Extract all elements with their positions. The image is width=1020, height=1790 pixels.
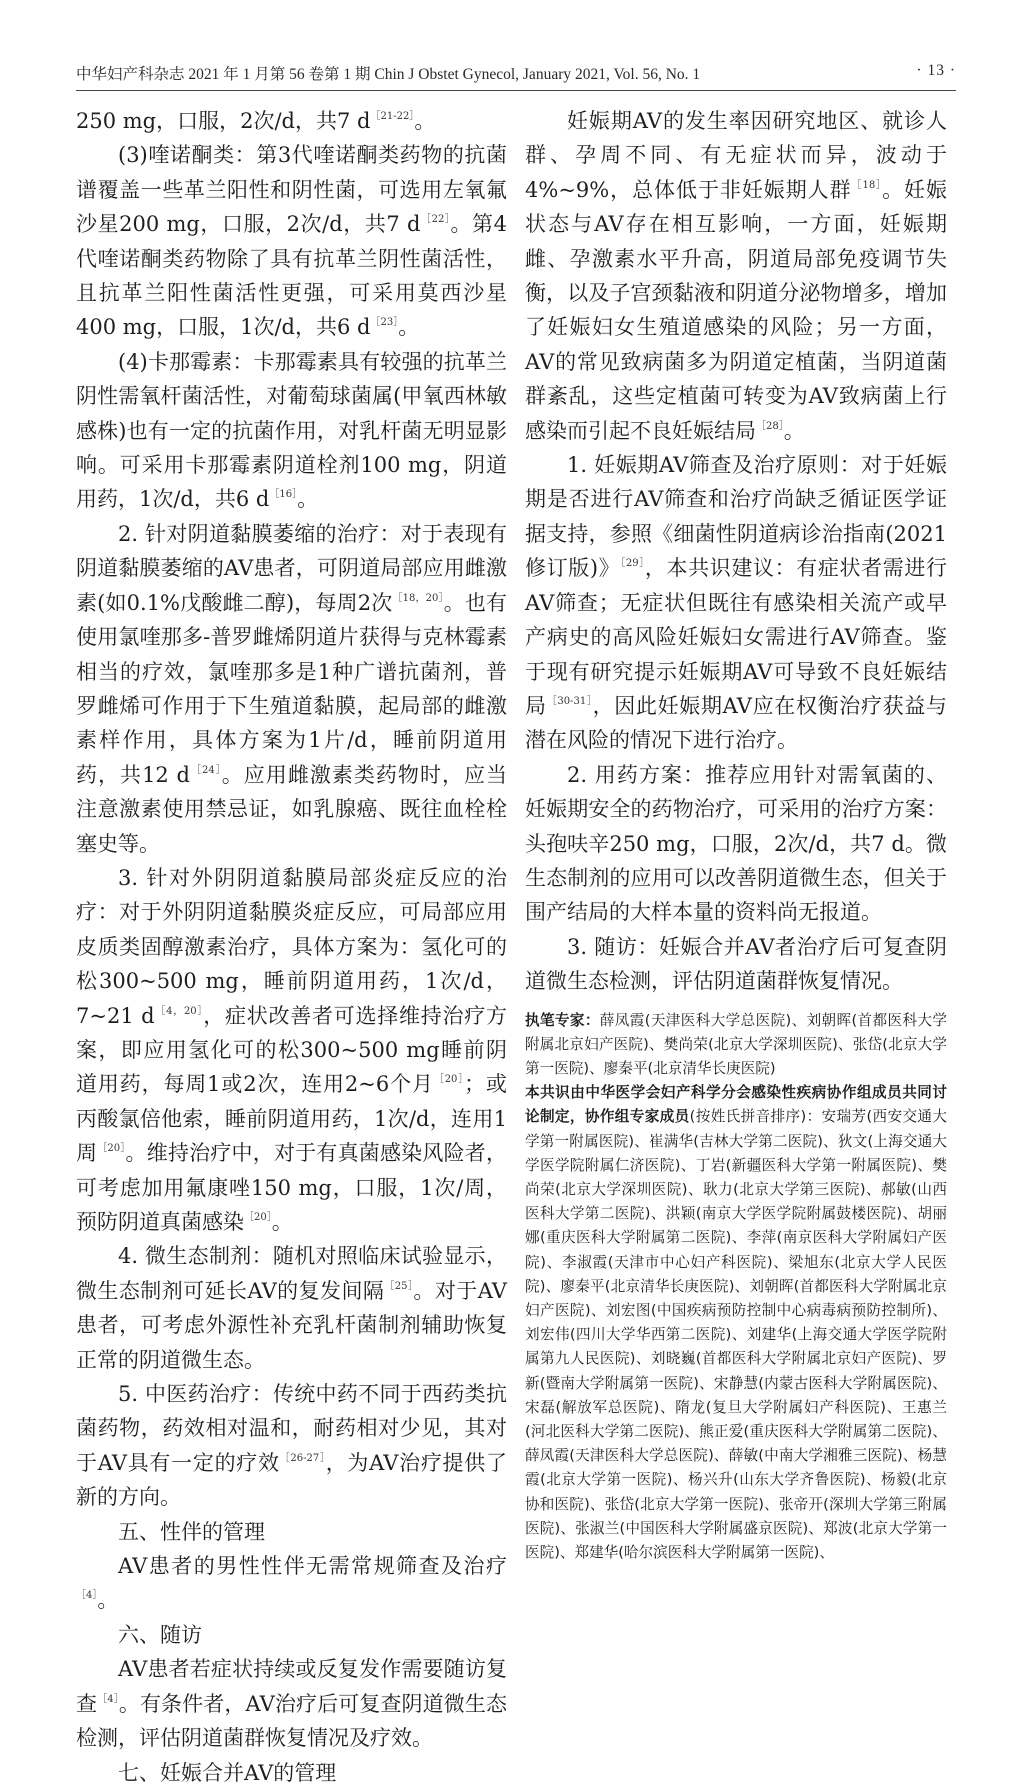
citation-ref[interactable]: ［29］ (620, 558, 645, 570)
section-heading: 六、随访 (118, 1622, 202, 1647)
citation-ref[interactable]: ［22］ (420, 214, 451, 226)
paragraph: 3. 针对外阴阴道黏膜局部炎症反应的治疗：对于外阴阴道黏膜炎症反应，可局部应用皮质类固醇激素治疗，具体方案为：氢化可的松300~500 mg，睡前阴道用药，1次/d，7~21 $d^{[4,20]}$，症状改善者可选择维持治疗方案，即应用氢化可的松300~500 mg睡前阴道用药，每周1或2次，连用2~6个月$^{[20]}$；或丙酸氯倍他索，睡前阴道用药，1次/d，连用1周$^{[20]}$。维持治疗中，对于有真菌感染风险者，可考虑加用氟康唑150 mg，口服，1次/周，预防阴道真菌感染$^{[20]}$。 (76, 865, 508, 1234)
paragraph: (4)卡那霉素：卡那霉素具有较强的抗革兰阴性需氧杆菌活性，对葡萄球菌属(甲氧西林敏感株)也有一定的抗菌作用，对乳杆菌无明显影响。可采用卡那霉素阴道栓剂100 mg，阴道用药，1次/d，共6 $d^{[16]}$。 (76, 349, 507, 512)
citation-ref[interactable]: ［4］ (76, 1590, 98, 1602)
paragraph: 3. 随访：妊娠合并AV者治疗后可复查阴道微生态检测，评估阴道菌群恢复情况。 (525, 934, 947, 994)
header-divider (76, 90, 956, 91)
paragraph: 1. 妊娠期AV筛查及治疗原则：对于妊娠期是否进行AV筛查和治疗尚缺乏循证医学证据支持，参照《细菌性阴道病诊治指南(2021修订版)》$^{[29]}$，本共识建议：有症状者需进行AV筛查；无症状但既往有感染相关流产或早产病史的高风险妊娠妇女需进行AV筛查。鉴于现有研究提示妊娠期AV可导致不良妊娠结局$^{[30‑31]}$，因此妊娠期AV应在权衡治疗获益与潜在风险的情况下进行治疗。 (525, 453, 948, 753)
paragraph: 4. 微生态制剂：随机对照临床试验显示，微生态制剂可延长AV的复发间隔$^{[25]}$。对于AV患者，可考虑外源性补充乳杆菌制剂辅助恢复正常的阴道微生态。 (76, 1244, 507, 1372)
experts-list: 薛凤霞(天津医科大学总医院)、刘朝晖(首都医科大学附属北京妇产医院)、樊尚荣(北京大学深圳医院)、张岱(北京大学第一医院)、廖秦平(北京清华长庚医院) (525, 1011, 947, 1077)
citation-ref[interactable]: ［18］ (851, 179, 883, 191)
paragraph: (3)喹诺酮类：第3代喹诺酮类药物的抗菌谱覆盖一些革兰阳性和阴性菌，可选用左氧氟沙星200 mg，口服，2次/d，共7 $d^{[22]}$。第4代喹诺酮类药物除了具有抗革兰阴性菌活性，且抗革兰阳性菌活性更强，可采用莫西沙星400 mg，口服，1次/d，共6 $d^{[23]}$。 (76, 143, 507, 340)
citation-ref[interactable]: ［4，20］ (154, 1005, 204, 1017)
citation-ref[interactable]: ［25］ (384, 1280, 414, 1292)
section-heading: 五、性伴的管理 (118, 1519, 265, 1544)
paragraph: 5. 中医药治疗：传统中药不同于西药类抗菌药物，药效相对温和，耐药相对少见，其对于AV具有一定的疗效$^{[26‑27]}$，为AV治疗提供了新的方向。 (76, 1382, 507, 1510)
paragraph: 2. 用药方案：推荐应用针对需氧菌的、妊娠期安全的药物治疗，可采用的治疗方案：头孢呋辛250 mg，口服，2次/d，共7 d。微生态制剂的应用可以改善阴道微生态，但关于围产结局的大样本量的资料尚无报道。 (525, 762, 947, 925)
left-column (76, 104, 507, 1790)
right-column (525, 104, 947, 1565)
citation-ref[interactable]: ［20］ (97, 1143, 126, 1155)
citation-ref[interactable]: ［23］ (370, 317, 399, 329)
citation-ref[interactable]: ［24］ (189, 764, 222, 776)
writing-experts (525, 1009, 947, 1082)
members-list: 安瑞芳(西安交通大学第一附属医院)、崔满华(吉林大学第二医院)、狄文(上海交通大学医学院附属仁济医院)、丁岩(新疆医科大学第一附属医院)、樊尚荣(北京大学深圳医院)、耿力(北京大学第三医院)、郝敏(山西医科大学第二医院)、洪颖(南京大学医学院附属鼓楼医院)、胡丽娜(重庆医科大学附属第二医院)、李萍(南京医科大学附属妇产医院)、李淑霞(天津市中心妇产科医院)、梁旭东(北京大学人民医院)、廖秦平(北京清华长庚医院)、刘朝晖(首都医科大学附属北京妇产医院)、刘宏图(中国疾病预防控制中心病毒病预防控制所)、刘宏伟(四川大学华西第二医院)、刘建华(上海交通大学医学院附属第九人民医院)、刘晓巍(首都医科大学附属北京妇产医院)、罗新(暨南大学附属第一医院)、宋静慧(内蒙古医科大学附属医院)、宋磊(解放军总医院)、隋龙(复旦大学附属妇产科医院)、王惠兰(河北医科大学第二医院)、熊正爱(重庆医科大学附属第二医院)、薛凤霞(天津医科大学总医院)、薛敏(中南大学湘雅三医院)、杨慧霞(北京大学第一医院)、杨兴升(山东大学齐鲁医院)、杨毅(北京协和医院)、张岱(北京大学第一医院)、张帝开(深圳大学第三附属医院)、张淑兰(中国医科大学附属盛京医院)、郑波(北京大学第一医院)、郑建华(哈尔滨医科大学附属第一医院)、 (525, 1108, 947, 1562)
author-statement (525, 1009, 947, 1566)
section-heading: 七、妊娠合并AV的管理 (118, 1760, 337, 1785)
consensus-members (525, 1081, 947, 1565)
citation-ref[interactable]: ［30‑31］ (546, 695, 593, 707)
paragraph: AV患者若症状持续或反复发作需要随访复查$^{[4]}$。有条件者，AV治疗后可复查阴道微生态检测，评估阴道菌群恢复情况及疗效。 (76, 1657, 507, 1751)
members-note: (按姓氏拼音排序)： (689, 1108, 822, 1126)
paragraph: 妊娠期AV的发生率因研究地区、就诊人群、孕周不同、有无症状而异，波动于4%~9%，总体低于非妊娠期人群$^{[18]}$。妊娠状态与AV存在相互影响，一方面，妊娠期雌、孕激素水平升高，阴道局部免疫调节失衡，以及子宫颈黏液和阴道分泌物增多，增加了妊娠妇女生殖道感染的风险；另一方面，AV的常见致病菌多为阴道定植菌，当阴道菌群紊乱，这些定植菌可转变为AV致病菌上行感染而引起不良妊娠结局$^{[28]}$。 (525, 109, 947, 443)
page-number: · 13 · (916, 62, 956, 79)
paragraph: AV患者的男性性伴无需常规筛查及治疗$^{[4]}$。 (76, 1554, 507, 1613)
citation-ref[interactable]: ［18，20］ (392, 592, 444, 604)
paragraph: 250 mg，口服，2次/d，共7 $d^{[21‑22]}$。 (76, 109, 436, 133)
citation-ref[interactable]: ［26‑27］ (279, 1452, 326, 1464)
running-header (76, 62, 956, 90)
citation-ref[interactable]: ［21‑22］ (370, 111, 415, 122)
paragraph: 2. 针对阴道黏膜萎缩的治疗：对于表现有阴道黏膜萎缩的AV患者，可阴道局部应用雌激素(如0.1%戊酸雌二醇)，每周2次$^{[18,20]}$。也有使用氯喹那多‑普罗雌烯阴道片获得与克林霉素相当的疗效，氯喹那多是1种广谱抗菌剂，普罗雌烯可作用于下生殖道黏膜，起局部的雌激素样作用，具体方案为1片/d，睡前阴道用药，共12 $d^{[24]}$。应用雌激素类药物时，应当注意激素使用禁忌证，如乳腺癌、既往血栓栓塞史等。 (76, 521, 508, 856)
citation-ref[interactable]: ［20］ (433, 1074, 465, 1086)
experts-label: 执笔专家： (525, 1011, 600, 1029)
citation-ref[interactable]: ［16］ (269, 489, 298, 501)
citation-ref[interactable]: ［4］ (97, 1693, 119, 1705)
journal-citation: 中华妇产科杂志 2021 年 1 月第 56 卷第 1 期 Chin J Obstet Gynecol, January 2021, Vol. 56, No. 1 (76, 66, 701, 83)
citation-ref[interactable]: ［20］ (244, 1212, 272, 1223)
members-label: 本共识由中华医学会妇产科学分会感染性疾病协作组成员共同讨论制定，协作组专家成员 (525, 1084, 947, 1126)
citation-ref[interactable]: ［28］ (756, 420, 784, 432)
